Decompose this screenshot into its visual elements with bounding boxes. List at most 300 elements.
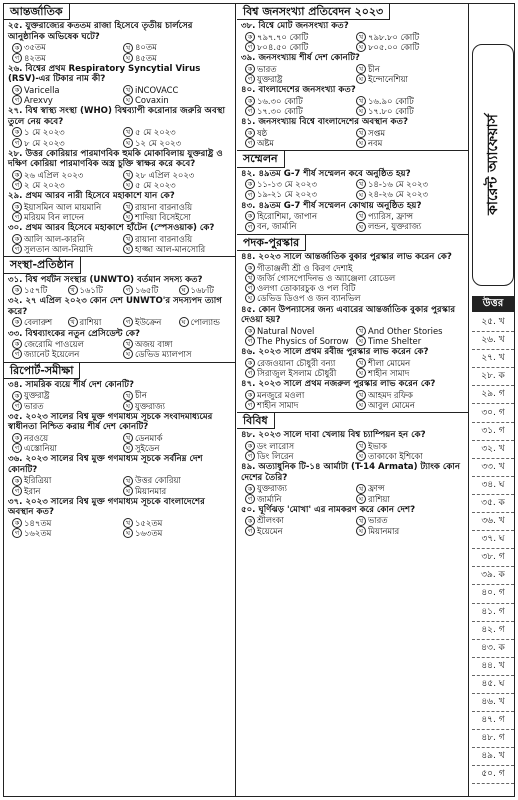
question-text <box>241 462 464 483</box>
question <box>4 20 235 62</box>
answer-option[interactable] <box>356 106 464 116</box>
option-marker: ক <box>12 518 22 528</box>
option-marker: ক <box>245 484 255 494</box>
answer-option[interactable] <box>179 285 232 295</box>
option-text: রেজওয়ানা চৌধুরী বন্যা <box>257 357 336 368</box>
option-text: ইন্দোনেশিয়া <box>368 74 408 85</box>
option-marker: ক <box>12 317 22 327</box>
answer-option[interactable] <box>245 515 353 525</box>
option-marker: খ <box>356 96 366 106</box>
answer-option[interactable] <box>12 244 120 254</box>
option-marker: ক <box>245 179 255 189</box>
answer-option[interactable] <box>356 390 464 400</box>
answer-option[interactable] <box>356 515 464 525</box>
answer-option[interactable] <box>356 451 464 461</box>
answer-option[interactable] <box>12 528 120 538</box>
options-group <box>241 263 464 304</box>
option-text: চীন <box>135 390 147 401</box>
answer-option[interactable] <box>245 336 353 346</box>
answer-option[interactable] <box>12 95 120 105</box>
option-text: মনজুরে মওলা <box>257 389 305 400</box>
options-group <box>8 127 231 148</box>
answer-option[interactable] <box>12 234 120 244</box>
answer-option[interactable] <box>179 317 232 327</box>
option-text: যুক্তরাজ্য <box>135 400 165 411</box>
option-text: Varicella <box>24 84 60 95</box>
option-marker: ক <box>245 516 255 526</box>
question <box>237 251 468 303</box>
option-marker: খ <box>356 326 366 336</box>
option-text: ৫ মে ২০২৩ <box>135 180 176 191</box>
answer-option[interactable] <box>12 170 120 180</box>
option-marker: ক <box>12 285 22 295</box>
option-text: গীতাঞ্জলী শ্রী ও কিরণ দেশাই <box>257 262 353 273</box>
answer-option[interactable] <box>123 180 231 190</box>
option-text: ১১-১৩ মে ২০২৩ <box>257 179 317 190</box>
question-number: ৪০. <box>241 85 256 96</box>
option-marker: খ <box>356 128 366 138</box>
answer-option[interactable] <box>12 317 65 327</box>
question <box>4 295 235 327</box>
answer-option[interactable] <box>123 339 231 349</box>
answer-option[interactable] <box>356 211 464 221</box>
question <box>4 105 235 147</box>
option-marker: ঘ <box>356 368 366 378</box>
answer-option[interactable] <box>356 494 464 504</box>
options-group <box>8 202 231 223</box>
answer-option[interactable] <box>245 368 353 378</box>
question-number: ৩৫. <box>8 411 23 422</box>
option-marker: ক <box>245 441 255 451</box>
answer-option[interactable] <box>245 494 353 504</box>
option-text: ১৬২তম <box>24 528 52 539</box>
answer-option[interactable] <box>123 244 231 254</box>
answer-option[interactable] <box>123 95 231 105</box>
answer-option[interactable] <box>356 128 464 138</box>
option-text: ফ্রান্স <box>368 483 385 494</box>
option-text: সুইডেন <box>135 443 160 454</box>
section-heading: রিপোর্ট-সমীক্ষা <box>4 363 80 379</box>
option-marker: খ <box>356 441 366 451</box>
answer-option[interactable] <box>123 53 231 63</box>
option-marker: ক <box>12 476 22 486</box>
option-text: Covaxin <box>135 95 169 106</box>
answer-option[interactable] <box>245 441 353 451</box>
option-marker: খ <box>68 317 78 327</box>
answer-option[interactable] <box>245 293 464 303</box>
option-text: ১৬.৩০ কোটি <box>257 95 303 106</box>
option-text: সুলতান আল-নিয়াদি <box>24 244 93 254</box>
option-marker: গ <box>12 95 22 105</box>
options-group <box>241 515 464 536</box>
answer-option[interactable] <box>356 74 464 84</box>
question-number: ৩১. <box>8 274 23 285</box>
question <box>237 461 468 503</box>
side-label-box <box>472 44 514 286</box>
option-marker: ঘ <box>356 336 366 346</box>
option-text: ষষ্ঠ <box>257 127 268 138</box>
option-text: ১৬৫টি <box>135 285 159 296</box>
answer-option[interactable] <box>245 221 353 231</box>
answer-option[interactable] <box>12 339 120 349</box>
answer-option[interactable] <box>12 53 120 63</box>
answer-option[interactable] <box>245 96 353 106</box>
question-text <box>241 21 464 31</box>
section <box>4 256 235 359</box>
section-heading: সম্মেলন <box>237 151 285 167</box>
answer-option[interactable] <box>12 127 120 137</box>
answer-option[interactable] <box>12 349 120 359</box>
option-marker: গ <box>245 106 255 116</box>
option-marker: গ <box>12 53 22 63</box>
option-text: নবম <box>368 138 383 149</box>
question-body: ২০২৩ সালের বিশ্ব মুক্ত গণমাধ্যম সূচকে বাংলাদেশের অবস্থান কত? <box>8 496 205 518</box>
option-text: ইয়েমেন <box>257 525 283 536</box>
option-marker: ঘ <box>123 95 133 105</box>
answer-option[interactable] <box>356 32 464 42</box>
answer-key-item: ৪৬. খ <box>472 694 514 712</box>
answer-option[interactable] <box>123 42 231 52</box>
answer-option[interactable] <box>12 212 120 222</box>
question-body: প্রথম আরব নারী হিসেবে মহাকাশে যান কে? <box>25 191 175 202</box>
question-text <box>241 379 464 389</box>
option-marker: খ <box>123 85 133 95</box>
question-body: বিশ্ব পর্যটন সংস্থার (UNWTO) বর্তমান সদস্য কত? <box>25 274 203 285</box>
section-heading: বিবিধ <box>237 413 275 429</box>
answer-option[interactable] <box>123 486 231 496</box>
option-text: রায়ানা বারনাওয়ি <box>135 201 193 212</box>
options-group <box>8 234 231 255</box>
answer-option[interactable] <box>12 390 120 400</box>
option-marker: ক <box>245 128 255 138</box>
answer-option[interactable] <box>356 400 464 410</box>
answer-option[interactable] <box>356 358 464 368</box>
question <box>4 328 235 360</box>
options-group <box>241 390 464 411</box>
answer-option[interactable] <box>356 96 464 106</box>
answer-option[interactable] <box>245 74 353 84</box>
question <box>4 274 235 296</box>
option-text: ৭৯৮.৮০ কোটি <box>368 31 420 42</box>
answer-option[interactable] <box>123 401 231 411</box>
option-marker: গ <box>245 400 255 410</box>
option-marker: গ <box>245 42 255 52</box>
answer-option[interactable] <box>245 283 464 293</box>
answer-option[interactable] <box>356 526 464 536</box>
answer-option[interactable] <box>245 179 353 189</box>
question-text <box>8 275 231 285</box>
question-text <box>8 223 231 233</box>
option-text: প্যারিস, ফ্রান্স <box>368 211 413 222</box>
option-marker: ঘ <box>356 222 366 232</box>
answer-option[interactable] <box>245 128 353 138</box>
section-heading: আন্তর্জাতিক <box>4 4 70 20</box>
answers-title: উত্তর <box>472 296 514 312</box>
answer-option[interactable] <box>123 518 231 528</box>
option-text: ইউক্রেন <box>135 317 162 328</box>
answer-option[interactable] <box>123 433 231 443</box>
option-marker: ক <box>245 96 255 106</box>
answer-option[interactable] <box>356 64 464 74</box>
answer-option[interactable] <box>12 285 65 295</box>
option-marker: খ <box>356 358 366 368</box>
answer-option[interactable] <box>245 358 353 368</box>
question-number: ৪২. <box>241 168 256 179</box>
answer-option[interactable] <box>12 433 120 443</box>
question-text <box>241 252 464 262</box>
option-text: ১৬.৯০ কোটি <box>368 95 414 106</box>
answer-option[interactable] <box>245 263 464 273</box>
answer-option[interactable] <box>245 326 353 336</box>
option-text: মরিয়ম বিন লাদেন <box>24 212 85 223</box>
answer-option[interactable] <box>356 336 464 346</box>
answer-option[interactable] <box>12 138 120 148</box>
answer-option[interactable] <box>123 285 176 295</box>
question-body: ২০২৩ সালে আন্তর্জাতিক বুকার পুরস্কার লাভ করেন কে? <box>258 252 452 263</box>
question-text <box>8 497 231 518</box>
question-text <box>8 412 231 433</box>
question-number: ৩২. <box>8 296 23 307</box>
answer-key-item: ৩৮. গ <box>472 549 514 567</box>
option-marker: ঘ <box>123 349 133 359</box>
answer-option[interactable] <box>123 349 231 359</box>
option-marker: ক <box>12 339 22 349</box>
question-body: ৪৯তম G-7 শীর্ষ সম্মেলন কবে অনুষ্ঠিত হয়? <box>258 168 411 179</box>
option-marker: গ <box>12 401 22 411</box>
section <box>237 234 468 410</box>
question-text <box>8 329 231 339</box>
answer-option[interactable] <box>12 42 120 52</box>
option-text: শাহীন সামাদ <box>257 399 299 410</box>
answer-option[interactable] <box>12 475 120 485</box>
option-marker: ক <box>245 390 255 400</box>
answer-option[interactable] <box>356 221 464 231</box>
option-text: হিরোশিমা, জাপান <box>257 211 317 222</box>
answer-option[interactable] <box>245 273 464 283</box>
answer-option[interactable] <box>245 32 353 42</box>
answer-option[interactable] <box>123 443 231 453</box>
answer-key-item: ৪২. গ <box>472 622 514 640</box>
answer-key-item: ৩১. গ <box>472 423 514 441</box>
question-body: বাংলাদেশের জনসংখ্যা কত? <box>258 85 356 96</box>
answer-option[interactable] <box>12 486 120 496</box>
section <box>4 4 235 254</box>
option-text: ভারত <box>368 515 388 526</box>
answer-option[interactable] <box>356 179 464 189</box>
option-marker: খ <box>245 273 255 283</box>
question-number: ২৬. <box>8 63 23 74</box>
option-marker: ঘ <box>245 293 255 303</box>
option-marker: খ <box>123 433 133 443</box>
option-text: শীলা মোমেন <box>368 357 411 368</box>
option-marker: গ <box>12 244 22 254</box>
option-marker: ঘ <box>356 42 366 52</box>
answer-option[interactable] <box>12 401 120 411</box>
option-text: ২৪-২৬ মে ২০২৩ <box>368 189 428 200</box>
answer-option[interactable] <box>123 138 231 148</box>
answer-option[interactable] <box>245 451 353 461</box>
answer-option[interactable] <box>356 42 464 52</box>
options-group <box>241 96 464 117</box>
section <box>4 362 235 539</box>
options-group <box>8 170 231 191</box>
option-marker: গ <box>245 336 255 346</box>
answer-option[interactable] <box>68 285 121 295</box>
option-text: iNCOVACC <box>135 84 179 95</box>
side-label-text: কারেন্ট অ্যাফেয়ার্স <box>484 114 501 216</box>
answer-option[interactable] <box>245 483 353 493</box>
answer-option[interactable] <box>245 106 353 116</box>
quiz-page <box>3 3 515 797</box>
question <box>4 222 235 254</box>
option-text: ১৭.৮০ কোটি <box>368 106 414 117</box>
option-marker: খ <box>123 127 133 137</box>
answer-option[interactable] <box>356 326 464 336</box>
answer-option[interactable] <box>12 202 120 212</box>
option-marker: খ <box>356 390 366 400</box>
answer-option[interactable] <box>123 127 231 137</box>
option-marker: ঘ <box>356 451 366 461</box>
answer-option[interactable] <box>245 42 353 52</box>
question <box>4 63 235 105</box>
option-marker: ঘ <box>356 400 366 410</box>
option-text: বন, জার্মানি <box>257 221 297 232</box>
option-marker: ক <box>245 211 255 221</box>
option-marker: খ <box>356 211 366 221</box>
answer-option[interactable] <box>123 317 176 327</box>
answer-key-item: ২৯. গ <box>472 386 514 404</box>
options-group <box>241 128 464 149</box>
option-marker: ঘ <box>123 443 133 453</box>
question-body: ২০২৩ সালে দাবা খেলায় বিশ্ব চ্যাম্পিয়ন হন কে? <box>258 430 426 441</box>
answer-key-item: ২৫. খ <box>472 314 514 332</box>
question-body: বিশ্বের প্রথম Respiratory Syncytial Virus (RSV)-এর টিকার নাম কী? <box>8 63 201 85</box>
answer-key-item: ৩৫. ক <box>472 495 514 513</box>
question-number: ৩৮. <box>241 21 256 32</box>
section <box>237 412 468 536</box>
option-marker: খ <box>123 476 133 486</box>
answer-list <box>472 314 514 784</box>
option-text: ডেভিড ম্যালপাস <box>135 349 192 360</box>
question-text <box>8 454 231 475</box>
answer-option[interactable] <box>356 189 464 199</box>
option-marker: ঘ <box>123 401 133 411</box>
option-marker: ঘ <box>123 180 133 190</box>
question <box>4 496 235 538</box>
answer-option[interactable] <box>356 368 464 378</box>
option-text: মিয়ানমার <box>135 485 167 496</box>
options-group <box>8 433 231 454</box>
answer-option[interactable] <box>12 518 120 528</box>
option-text: Natural Novel <box>257 325 315 336</box>
answer-option[interactable] <box>245 390 353 400</box>
question <box>237 20 468 52</box>
question-text <box>241 85 464 95</box>
answer-option[interactable] <box>12 443 120 453</box>
option-text: ১৫২তম <box>135 517 163 528</box>
answer-option[interactable] <box>356 441 464 451</box>
answer-option[interactable] <box>123 170 231 180</box>
question-number: ৪৭. <box>241 379 256 390</box>
answer-option[interactable] <box>68 317 121 327</box>
question-number: ৫০. <box>241 504 256 515</box>
option-text: চীন <box>368 63 380 74</box>
middle-column <box>237 4 469 796</box>
answer-key-item: ৩০. গ <box>472 404 514 422</box>
option-marker: খ <box>123 391 133 401</box>
answer-option[interactable] <box>123 212 231 222</box>
answer-option[interactable] <box>123 528 231 538</box>
answer-key-item: ৪১. গ <box>472 604 514 622</box>
option-text: Time Shelter <box>368 335 422 346</box>
question-body: ২০২৩ সালের বিশ্ব মুক্ত গণমাধ্যম সূচকে সংবাদমাধ্যমের স্বাধীনতা নিশ্চিত করায় শীর্ষ দেশ কোনটি? <box>8 411 213 433</box>
question <box>237 429 468 461</box>
answer-key-item: ৩৩. খ <box>472 459 514 477</box>
option-text: জেরোমি পাওয়েল <box>24 339 84 350</box>
question-body: উত্তর কোরিয়ার পারমাণবিক হুমকি মোকাবিলায় যুক্তরাষ্ট্র ও দক্ষিণ কোরিয়া পারমাণবিক অস্ত্র চুক্তি স্বাক্ষর করে কবে? <box>8 148 223 170</box>
option-text: ভারত <box>24 400 44 411</box>
option-text: ৫ মে ২০২৩ <box>135 127 176 138</box>
option-text: তাকাকো ইশিকো <box>368 451 423 462</box>
option-text: ডং লারোস <box>257 440 295 451</box>
answer-option[interactable] <box>245 400 353 410</box>
option-text: রায়ানা বারনাওয়ি <box>135 233 193 244</box>
option-marker: গ <box>12 486 22 496</box>
options-group <box>241 483 464 504</box>
answer-option[interactable] <box>245 211 353 221</box>
question <box>237 504 468 536</box>
question <box>237 84 468 116</box>
option-text: সিরাজুল ইসলাম চৌধুরী <box>257 367 337 378</box>
option-text: ভারত <box>257 63 277 74</box>
option-marker: ঘ <box>123 212 133 222</box>
answer-option[interactable] <box>123 202 231 212</box>
question-number: ৪৯. <box>241 462 256 473</box>
question-text <box>241 169 464 179</box>
answer-option[interactable] <box>356 483 464 493</box>
answer-option[interactable] <box>123 234 231 244</box>
answer-option[interactable] <box>245 138 353 148</box>
answer-option[interactable] <box>356 138 464 148</box>
option-text: ১৭.৩০ কোটি <box>257 106 303 117</box>
option-marker: খ <box>356 179 366 189</box>
question-body: বিশ্বে মোট জনসংখ্যা কত? <box>258 21 349 32</box>
option-text: And Other Stories <box>368 325 443 336</box>
options-group <box>8 85 231 106</box>
answer-option[interactable] <box>123 390 231 400</box>
answer-option[interactable] <box>245 189 353 199</box>
option-marker: ঘ <box>123 528 133 538</box>
answer-option[interactable] <box>245 64 353 74</box>
answer-option[interactable] <box>12 85 120 95</box>
answer-option[interactable] <box>123 475 231 485</box>
option-text: ইরান <box>24 485 41 496</box>
option-text: শাদিয়া বিসেইসো <box>135 212 191 223</box>
option-text: ২৬ এপ্রিল ২০২৩ <box>24 169 84 180</box>
question <box>237 378 468 410</box>
options-group <box>8 317 231 327</box>
answer-option[interactable] <box>245 526 353 536</box>
answer-key-item: ৫০. গ <box>472 766 514 784</box>
option-marker: খ <box>123 518 133 528</box>
option-marker: ক <box>245 326 255 336</box>
answer-option[interactable] <box>12 180 120 190</box>
question-number: ৪১. <box>241 117 256 128</box>
answer-option[interactable] <box>123 85 231 95</box>
question-number: ৪৩. <box>241 200 256 211</box>
option-text: ৪২তম <box>24 52 46 63</box>
option-text: রাশিয়া <box>79 317 102 328</box>
